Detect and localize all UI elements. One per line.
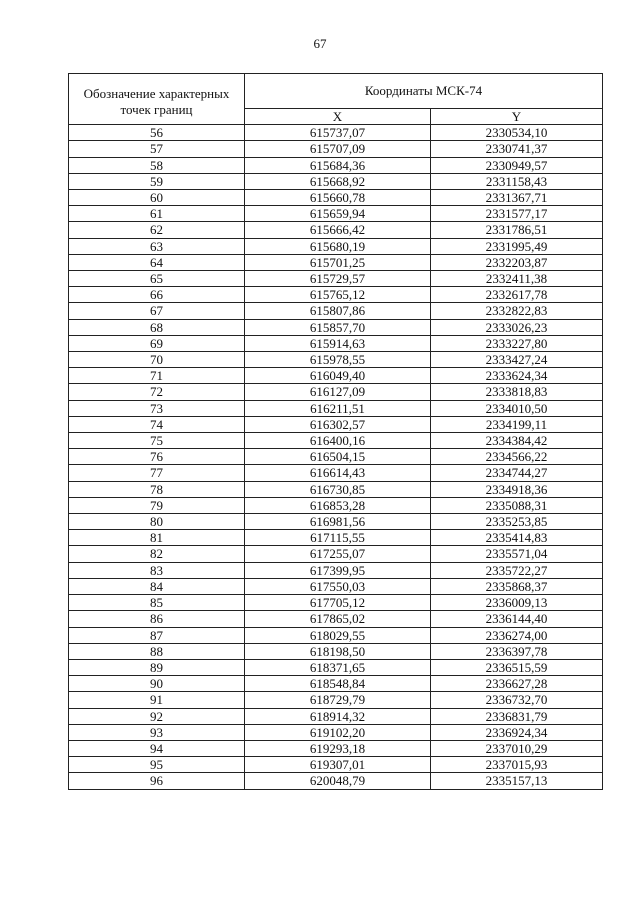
- table-row: [69, 562, 603, 578]
- y-coordinate-cell: 2336924,34: [431, 724, 603, 740]
- table-row: [69, 206, 603, 222]
- x-coordinate-cell: 619307,01: [245, 757, 431, 773]
- x-coordinate-cell: 618914,32: [245, 708, 431, 724]
- point-cell: 80: [69, 514, 245, 530]
- point-cell: 63: [69, 238, 245, 254]
- y-coordinate-cell: 2337010,29: [431, 740, 603, 756]
- y-coordinate-cell: 2335414,83: [431, 530, 603, 546]
- point-cell: 68: [69, 319, 245, 335]
- table-row: [69, 611, 603, 627]
- point-cell: 60: [69, 190, 245, 206]
- table-row: [69, 157, 603, 173]
- table-row: [69, 659, 603, 675]
- table-row: [69, 384, 603, 400]
- x-coordinate-cell: 616614,43: [245, 465, 431, 481]
- table-row: [69, 578, 603, 594]
- table-row: [69, 546, 603, 562]
- point-cell: 76: [69, 449, 245, 465]
- point-cell: 69: [69, 335, 245, 351]
- table-row: [69, 254, 603, 270]
- coordinates-table: [68, 73, 603, 790]
- point-cell: 70: [69, 352, 245, 368]
- x-coordinate-cell: 616504,15: [245, 449, 431, 465]
- table-row: [69, 676, 603, 692]
- x-column-header: X: [245, 109, 431, 125]
- y-coordinate-cell: 2330949,57: [431, 157, 603, 173]
- y-coordinate-cell: 2334744,27: [431, 465, 603, 481]
- y-coordinate-cell: 2331995,49: [431, 238, 603, 254]
- y-coordinate-cell: 2332411,38: [431, 271, 603, 287]
- x-coordinate-cell: 615807,86: [245, 303, 431, 319]
- x-coordinate-cell: 615737,07: [245, 125, 431, 141]
- point-cell: 96: [69, 773, 245, 789]
- table-row: [69, 740, 603, 756]
- x-coordinate-cell: 616211,51: [245, 400, 431, 416]
- x-coordinate-cell: 618371,65: [245, 659, 431, 675]
- table-row: [69, 481, 603, 497]
- x-coordinate-cell: 617399,95: [245, 562, 431, 578]
- point-cell: 92: [69, 708, 245, 724]
- y-coordinate-cell: 2334010,50: [431, 400, 603, 416]
- table-row: [69, 238, 603, 254]
- point-cell: 88: [69, 643, 245, 659]
- y-coordinate-cell: 2333026,23: [431, 319, 603, 335]
- x-coordinate-cell: 615659,94: [245, 206, 431, 222]
- point-cell: 91: [69, 692, 245, 708]
- point-cell: 66: [69, 287, 245, 303]
- point-cell: 78: [69, 481, 245, 497]
- table-row: [69, 530, 603, 546]
- point-cell: 57: [69, 141, 245, 157]
- table-row: [69, 465, 603, 481]
- table-row: [69, 190, 603, 206]
- x-coordinate-cell: 619102,20: [245, 724, 431, 740]
- x-coordinate-cell: 618729,79: [245, 692, 431, 708]
- table-row: [69, 449, 603, 465]
- y-coordinate-cell: 2337015,93: [431, 757, 603, 773]
- y-coordinate-cell: 2336732,70: [431, 692, 603, 708]
- table-row: [69, 335, 603, 351]
- y-coordinate-cell: 2336627,28: [431, 676, 603, 692]
- x-coordinate-cell: 617550,03: [245, 578, 431, 594]
- table-row: [69, 757, 603, 773]
- table-row: [69, 352, 603, 368]
- point-cell: 71: [69, 368, 245, 384]
- y-coordinate-cell: 2334918,36: [431, 481, 603, 497]
- x-coordinate-cell: 615978,55: [245, 352, 431, 368]
- x-coordinate-cell: 615680,19: [245, 238, 431, 254]
- x-coordinate-cell: 615765,12: [245, 287, 431, 303]
- point-cell: 73: [69, 400, 245, 416]
- table-row: [69, 416, 603, 432]
- y-column-header: Y: [431, 109, 603, 125]
- point-cell: 87: [69, 627, 245, 643]
- y-coordinate-cell: 2335157,13: [431, 773, 603, 789]
- point-cell: 95: [69, 757, 245, 773]
- x-coordinate-cell: 615701,25: [245, 254, 431, 270]
- x-coordinate-cell: 617705,12: [245, 595, 431, 611]
- table-row: [69, 514, 603, 530]
- point-cell: 64: [69, 254, 245, 270]
- table-row: [69, 400, 603, 416]
- table-row: [69, 125, 603, 141]
- point-cell: 67: [69, 303, 245, 319]
- point-cell: 84: [69, 578, 245, 594]
- point-cell: 81: [69, 530, 245, 546]
- table-row: [69, 271, 603, 287]
- table-row: [69, 595, 603, 611]
- table-row: [69, 773, 603, 789]
- y-coordinate-cell: 2332822,83: [431, 303, 603, 319]
- y-coordinate-cell: 2335571,04: [431, 546, 603, 562]
- table-row: [69, 303, 603, 319]
- point-cell: 58: [69, 157, 245, 173]
- x-coordinate-cell: 615666,42: [245, 222, 431, 238]
- y-coordinate-cell: 2331786,51: [431, 222, 603, 238]
- point-cell: 62: [69, 222, 245, 238]
- y-coordinate-cell: 2335868,37: [431, 578, 603, 594]
- x-coordinate-cell: 615684,36: [245, 157, 431, 173]
- y-coordinate-cell: 2335088,31: [431, 497, 603, 513]
- x-coordinate-cell: 618548,84: [245, 676, 431, 692]
- x-coordinate-cell: 615668,92: [245, 173, 431, 189]
- table-row: [69, 173, 603, 189]
- y-coordinate-cell: 2331158,43: [431, 173, 603, 189]
- coordinates-group-header: Координаты МСК-74: [245, 74, 603, 109]
- point-cell: 89: [69, 659, 245, 675]
- table-row: [69, 708, 603, 724]
- table-row: [69, 692, 603, 708]
- table-row: [69, 497, 603, 513]
- point-cell: 90: [69, 676, 245, 692]
- y-coordinate-cell: 2336009,13: [431, 595, 603, 611]
- x-coordinate-cell: 619293,18: [245, 740, 431, 756]
- y-coordinate-cell: 2334199,11: [431, 416, 603, 432]
- x-coordinate-cell: 615660,78: [245, 190, 431, 206]
- table-row: [69, 433, 603, 449]
- point-cell: 59: [69, 173, 245, 189]
- x-coordinate-cell: 617115,55: [245, 530, 431, 546]
- x-coordinate-cell: 616302,57: [245, 416, 431, 432]
- y-coordinate-cell: 2335722,27: [431, 562, 603, 578]
- table-row: [69, 643, 603, 659]
- point-cell: 77: [69, 465, 245, 481]
- x-coordinate-cell: 615729,57: [245, 271, 431, 287]
- point-cell: 94: [69, 740, 245, 756]
- y-coordinate-cell: 2332203,87: [431, 254, 603, 270]
- table-body: [69, 125, 603, 789]
- point-cell: 83: [69, 562, 245, 578]
- point-cell: 65: [69, 271, 245, 287]
- x-coordinate-cell: 618029,55: [245, 627, 431, 643]
- y-coordinate-cell: 2336144,40: [431, 611, 603, 627]
- y-coordinate-cell: 2333427,24: [431, 352, 603, 368]
- x-coordinate-cell: 616127,09: [245, 384, 431, 400]
- point-cell: 61: [69, 206, 245, 222]
- y-coordinate-cell: 2330741,37: [431, 141, 603, 157]
- table-row: [69, 287, 603, 303]
- y-coordinate-cell: 2331367,71: [431, 190, 603, 206]
- page-number: 67: [313, 36, 327, 51]
- table-row: [69, 141, 603, 157]
- table-row: [69, 627, 603, 643]
- point-cell: 56: [69, 125, 245, 141]
- x-coordinate-cell: 620048,79: [245, 773, 431, 789]
- point-cell: 93: [69, 724, 245, 740]
- point-cell: 85: [69, 595, 245, 611]
- point-cell: 74: [69, 416, 245, 432]
- y-coordinate-cell: 2333227,80: [431, 335, 603, 351]
- point-cell: 79: [69, 497, 245, 513]
- point-cell: 86: [69, 611, 245, 627]
- table-row: [69, 319, 603, 335]
- y-coordinate-cell: 2336274,00: [431, 627, 603, 643]
- header-row-group: [69, 74, 603, 109]
- y-coordinate-cell: 2333818,83: [431, 384, 603, 400]
- y-coordinate-cell: 2334384,42: [431, 433, 603, 449]
- point-cell: 75: [69, 433, 245, 449]
- y-coordinate-cell: 2336397,78: [431, 643, 603, 659]
- x-coordinate-cell: 615857,70: [245, 319, 431, 335]
- table-row: [69, 724, 603, 740]
- y-coordinate-cell: 2330534,10: [431, 125, 603, 141]
- x-coordinate-cell: 616981,56: [245, 514, 431, 530]
- table-row: [69, 222, 603, 238]
- x-coordinate-cell: 616049,40: [245, 368, 431, 384]
- y-coordinate-cell: 2334566,22: [431, 449, 603, 465]
- y-coordinate-cell: 2331577,17: [431, 206, 603, 222]
- x-coordinate-cell: 616730,85: [245, 481, 431, 497]
- y-coordinate-cell: 2336831,79: [431, 708, 603, 724]
- y-coordinate-cell: 2332617,78: [431, 287, 603, 303]
- x-coordinate-cell: 617865,02: [245, 611, 431, 627]
- y-coordinate-cell: 2333624,34: [431, 368, 603, 384]
- table-header: [69, 74, 603, 125]
- y-coordinate-cell: 2336515,59: [431, 659, 603, 675]
- x-coordinate-cell: 616400,16: [245, 433, 431, 449]
- y-coordinate-cell: 2335253,85: [431, 514, 603, 530]
- point-column-header: Обозначение характерных точек границ: [69, 74, 245, 125]
- table-row: [69, 368, 603, 384]
- x-coordinate-cell: 618198,50: [245, 643, 431, 659]
- x-coordinate-cell: 615707,09: [245, 141, 431, 157]
- x-coordinate-cell: 616853,28: [245, 497, 431, 513]
- point-cell: 72: [69, 384, 245, 400]
- point-cell: 82: [69, 546, 245, 562]
- x-coordinate-cell: 617255,07: [245, 546, 431, 562]
- x-coordinate-cell: 615914,63: [245, 335, 431, 351]
